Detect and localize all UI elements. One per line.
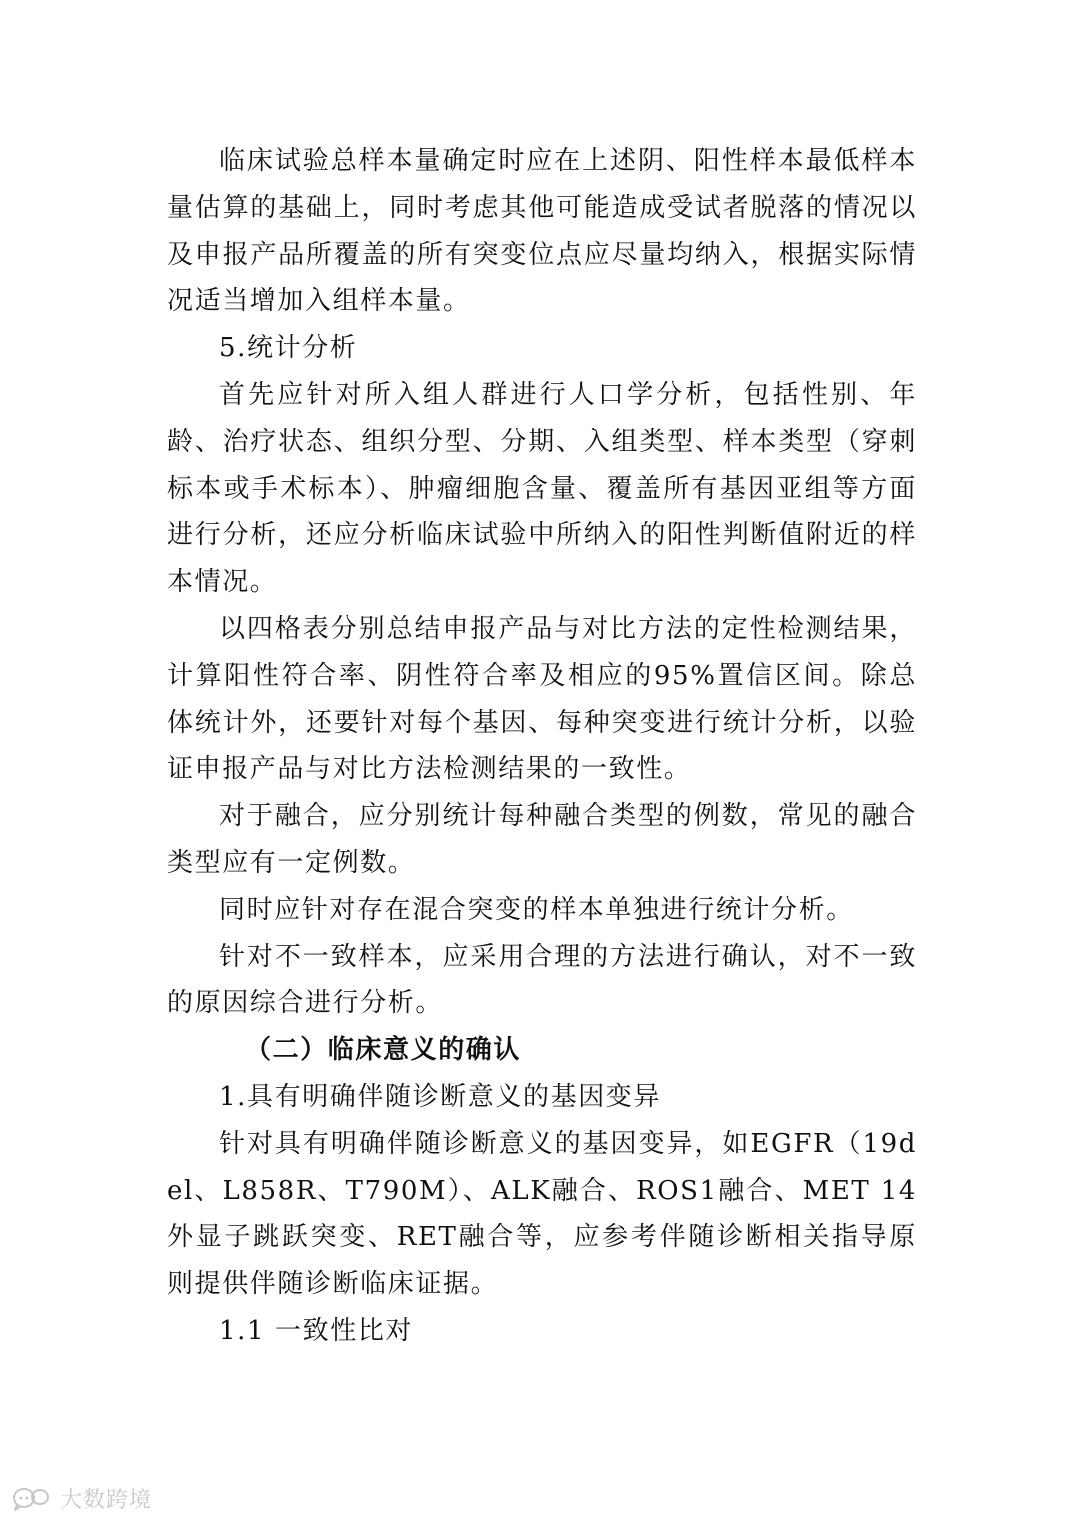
subsection-heading-consistency: 1.1 一致性比对 bbox=[219, 1315, 414, 1346]
watermark-text: 大数跨境 bbox=[60, 1487, 153, 1513]
document-body bbox=[167, 138, 917, 1355]
paragraph-demographic-analysis: 首先应针对所入组人群进行人口学分析，包括性别、年龄、治疗状态、组织分型、分期、入组类型、样本类型（穿刺标本或手术标本）、肿瘤细胞含量、覆盖所有基因亚组等方面进行分析，还应分析临床试验中所纳入的阳性判断值附近的样本情况。 bbox=[167, 379, 917, 598]
paragraph-mixed-mutation: 同时应针对存在混合突变的样本单独进行统计分析。 bbox=[219, 894, 854, 925]
watermark bbox=[12, 1480, 152, 1516]
section-heading-statistical-analysis: 5.统计分析 bbox=[219, 333, 358, 364]
paragraph-sample-size: 临床试验总样本量确定时应在上述阴、阳性样本最低样本量估算的基础上，同时考虑其他可能造成受试者脱落的情况以及申报产品所覆盖的所有突变位点应尽量均纳入，根据实际情况适当增加入组样本量。 bbox=[167, 146, 917, 317]
paragraph-fourfold-table: 以四格表分别总结申报产品与对比方法的定性检测结果，计算阳性符合率、阴性符合率及相应的95%置信区间。除总体统计外，还要针对每个基因、每种突变进行统计分析，以验证申报产品与对比方法检测结果的一致性。 bbox=[167, 613, 917, 785]
paragraph-inconsistent-samples: 针对不一致样本，应采用合理的方法进行确认，对不一致的原因综合进行分析。 bbox=[167, 941, 917, 1019]
chat-bubble-icon bbox=[12, 1484, 54, 1512]
section-heading-clinical-significance: （二）临床意义的确认 bbox=[245, 1035, 522, 1066]
paragraph-fusion-statistics: 对于融合，应分别统计每种融合类型的例数，常见的融合类型应有一定例数。 bbox=[167, 801, 917, 878]
subsection-heading-companion-diagnostic: 1.具有明确伴随诊断意义的基因变异 bbox=[219, 1081, 662, 1112]
paragraph-companion-diagnostic: 针对具有明确伴随诊断意义的基因变异，如EGFR（19del、L858R、T790M）、ALK融合、ROS1融合、MET 14外显子跳跃突变、RET融合等，应参考伴随诊断相关指导原则提供伴随诊断临床证据。 bbox=[167, 1128, 917, 1300]
